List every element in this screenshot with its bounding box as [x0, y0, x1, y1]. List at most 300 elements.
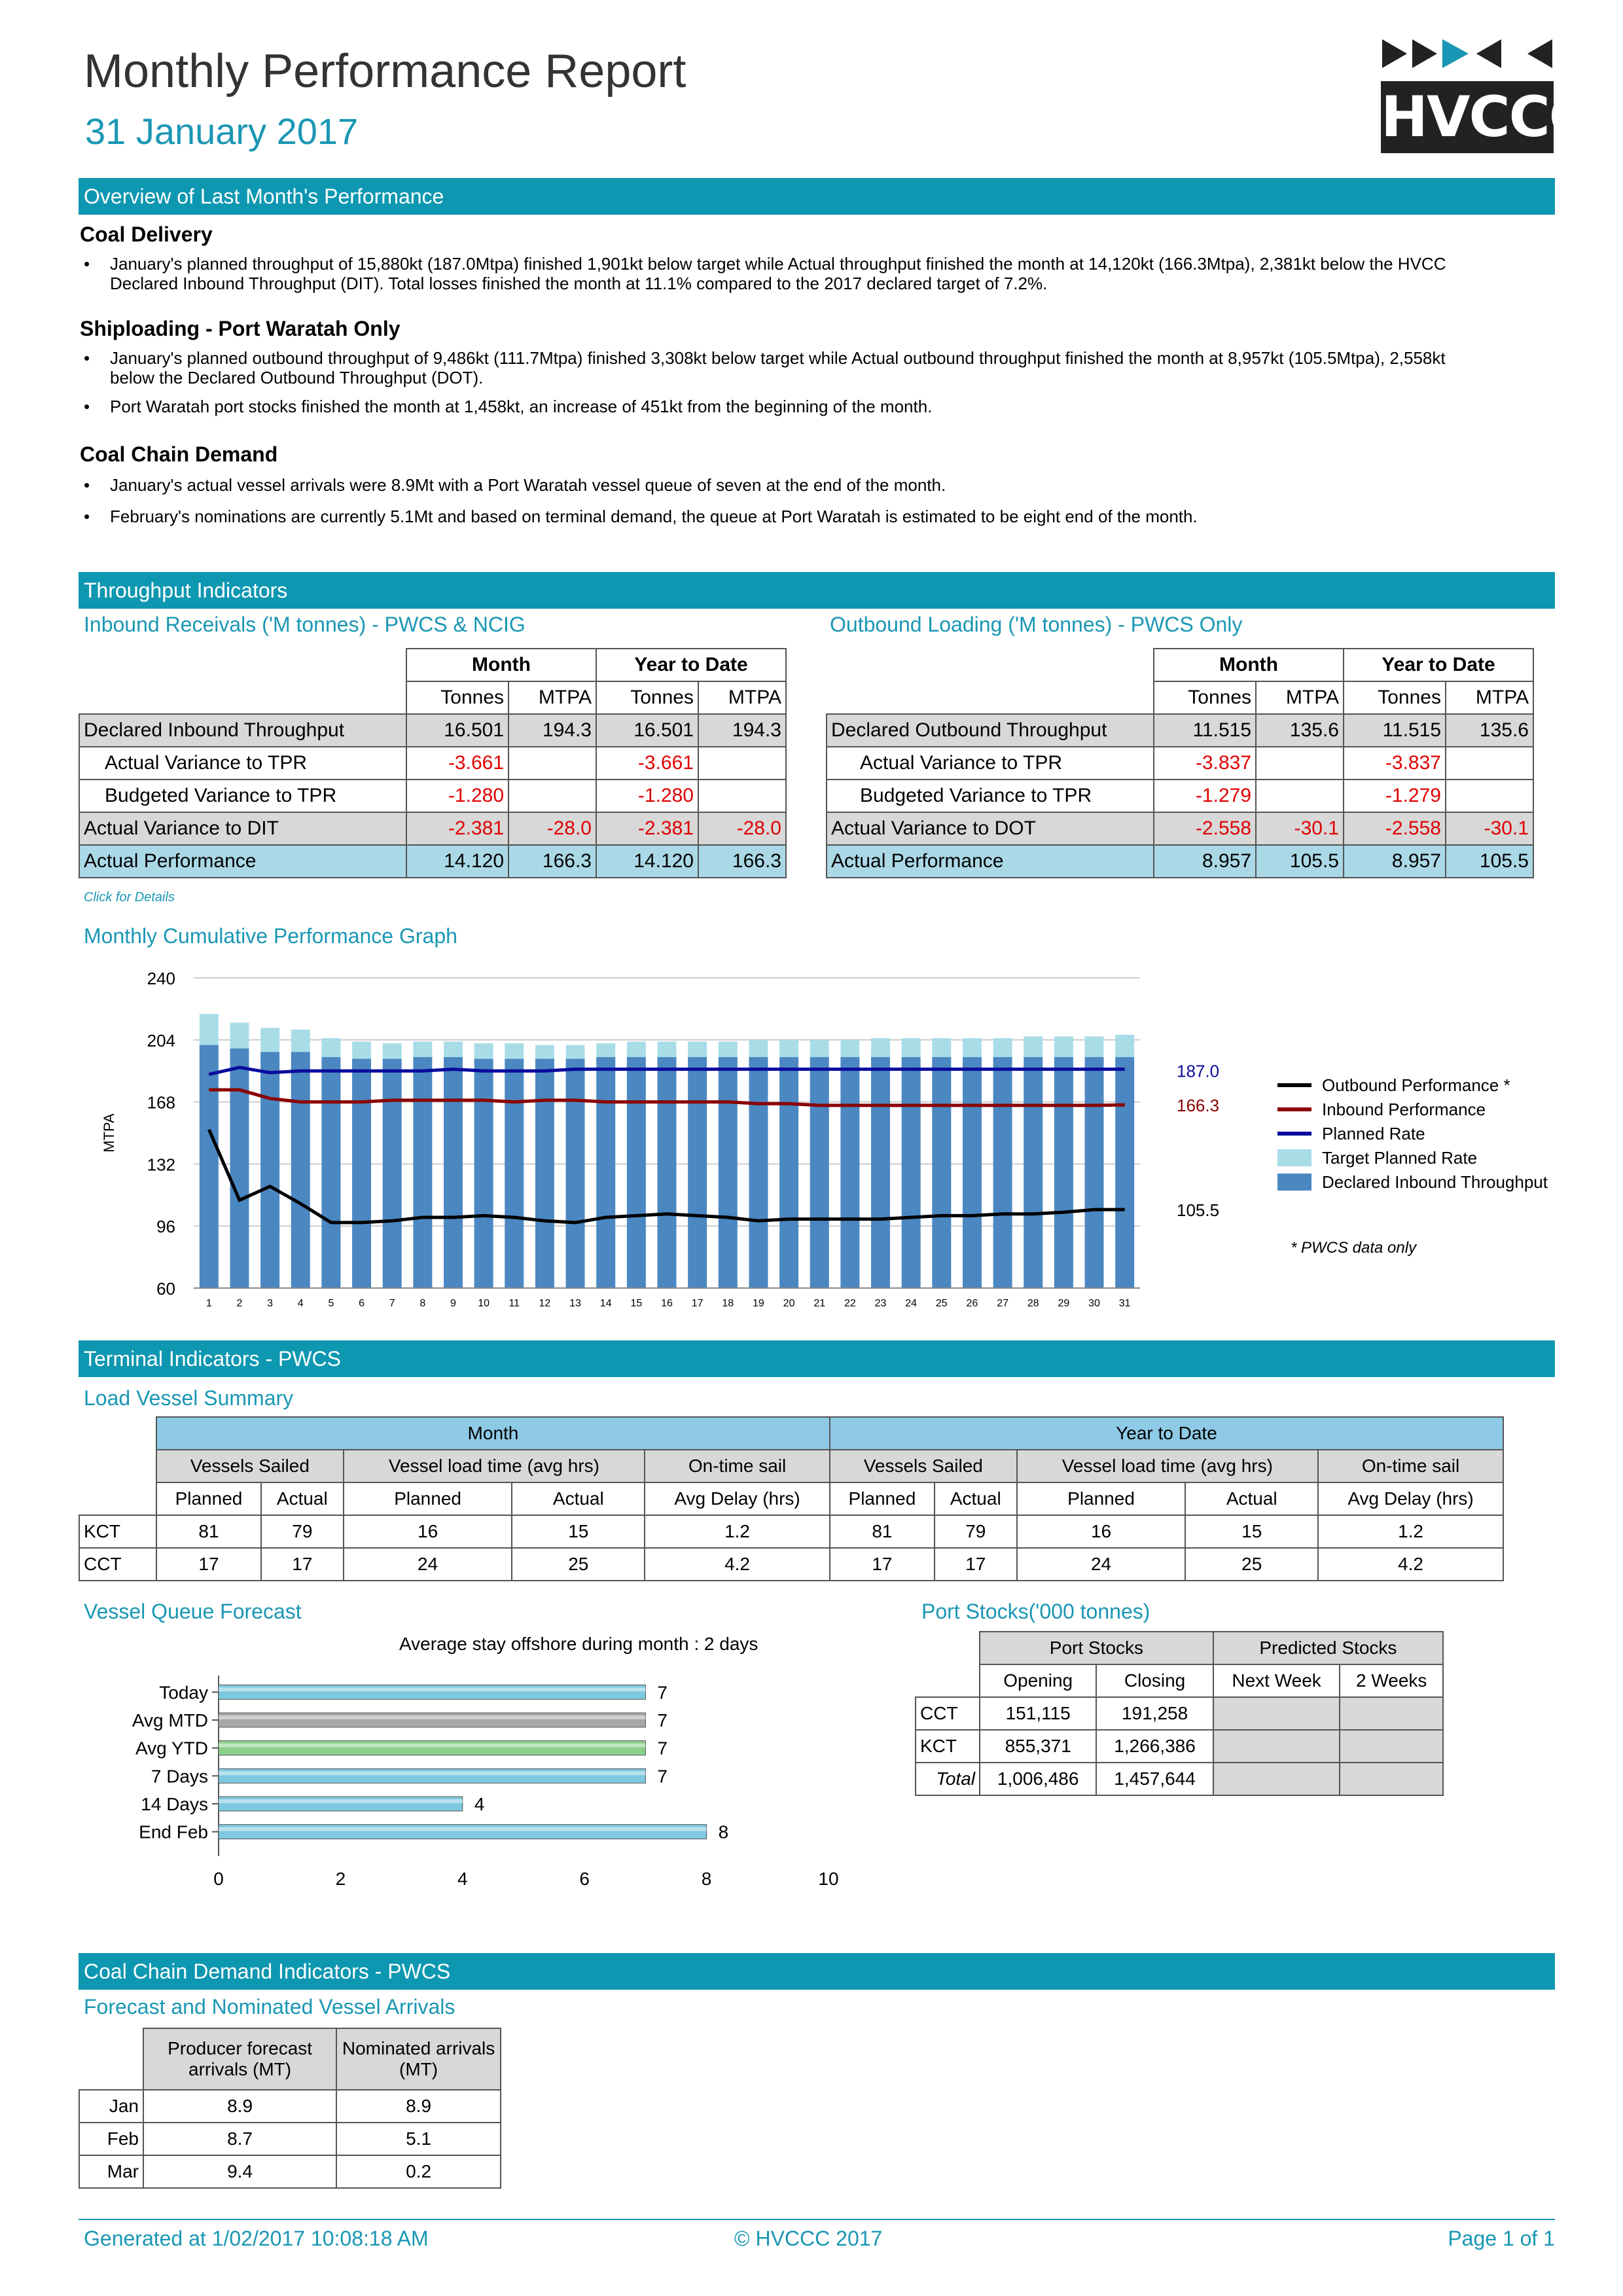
category-label: Avg MTD	[132, 1710, 208, 1731]
bar	[1085, 1057, 1104, 1288]
table-row	[827, 845, 1533, 878]
x-tick-label: 3	[267, 1298, 274, 1309]
cell: -3.661	[406, 747, 508, 780]
bar-highlight	[219, 1744, 645, 1748]
cell: 16.501	[406, 714, 508, 747]
col-actual: Actual	[935, 1482, 1017, 1515]
arrivals-title: Forecast and Nominated Vessel Arrivals	[84, 1995, 455, 2018]
bar	[219, 1797, 463, 1811]
x-tick-label: 23	[874, 1298, 887, 1309]
col-two-weeks: 2 Weeks	[1340, 1664, 1443, 1697]
x-tick-label: 16	[661, 1298, 673, 1309]
shiploading-bullet: • Port Waratah port stocks finished the month at 1,458kt, an increase of 451kt from the beginning of the month.	[110, 397, 1484, 416]
col-predicted: Predicted Stocks	[1213, 1632, 1443, 1664]
coal-delivery-title: Coal Delivery	[80, 223, 213, 246]
x-tick-label: 29	[1058, 1298, 1070, 1309]
y-tick-label: 132	[147, 1155, 175, 1175]
inbound-table	[79, 648, 787, 878]
cell: 14.120	[406, 845, 508, 878]
cell: -28.0	[698, 812, 786, 845]
row-label: Actual Variance to TPR	[827, 747, 1154, 780]
col-group-month: Month	[406, 649, 596, 681]
cell: -3.837	[1154, 747, 1256, 780]
cell: 79	[261, 1515, 344, 1548]
col-planned: Planned	[156, 1482, 261, 1515]
y-tick-label: 96	[156, 1217, 175, 1237]
x-tick-label: 25	[935, 1298, 948, 1309]
bar-value-label: 7	[657, 1682, 668, 1703]
row-label: Jan	[79, 2090, 143, 2123]
cell: 9.4	[143, 2155, 336, 2188]
demand-bullet: • January's actual vessel arrivals were 8.9Mt with a Port Waratah vessel queue of seven at the end of the month.	[110, 475, 1484, 495]
cell: -1.280	[406, 780, 508, 812]
cell: 79	[935, 1515, 1017, 1548]
cell: 24	[344, 1548, 512, 1581]
bar	[444, 1057, 463, 1288]
shiploading-bullet: • January's planned outbound throughput of 9,486kt (111.7Mtpa) finished 3,308kt below target while Actual outbound throughput finished the month at 8,957kt (105.5Mtpa), 2,558kt below the Declared Outbound Throughput (DOT).	[110, 348, 1484, 387]
bar	[810, 1057, 829, 1288]
cell: 1,457,644	[1096, 1763, 1213, 1795]
x-tick-label: 17	[691, 1298, 704, 1309]
end-value-label: 166.3	[1177, 1096, 1220, 1116]
col-actual: Actual	[512, 1482, 645, 1515]
x-tick-label: 24	[905, 1298, 918, 1309]
y-tick-label: 168	[147, 1092, 175, 1113]
row-label: CCT	[916, 1697, 980, 1730]
col-tonnes: Tonnes	[1154, 681, 1256, 714]
cell: 855,371	[980, 1730, 1096, 1763]
cell	[1213, 1763, 1340, 1795]
table-row	[79, 714, 786, 747]
cell: -30.1	[1256, 812, 1344, 845]
bar	[902, 1057, 921, 1288]
bar	[219, 1713, 645, 1727]
click-for-details-link[interactable]: Click for Details	[84, 890, 175, 905]
bar	[658, 1057, 677, 1288]
legend-label: Inbound Performance	[1322, 1100, 1486, 1119]
table-row	[827, 812, 1533, 845]
col-load-time: Vessel load time (avg hrs)	[1017, 1450, 1318, 1482]
col-ontime: On-time sail	[1318, 1450, 1503, 1482]
cell	[1213, 1697, 1340, 1730]
table-row	[827, 747, 1533, 780]
cell: 25	[512, 1548, 645, 1581]
table-row	[79, 2123, 501, 2155]
cell: 194.3	[508, 714, 596, 747]
table-row	[827, 714, 1533, 747]
cell: 25	[1185, 1548, 1318, 1581]
x-tick-label: 9	[450, 1298, 456, 1309]
col-mtpa: MTPA	[698, 681, 786, 714]
row-label: CCT	[79, 1548, 156, 1581]
row-label: Actual Performance	[827, 845, 1154, 878]
hvccc-logo	[1380, 33, 1589, 156]
bar-value-label: 7	[657, 1738, 668, 1759]
graph-title: Monthly Cumulative Performance Graph	[84, 924, 457, 948]
legend-label: Declared Inbound Throughput	[1322, 1172, 1548, 1192]
col-mtpa: MTPA	[1446, 681, 1533, 714]
outbound-title: Outbound Loading ('M tonnes) - PWCS Only	[830, 613, 1243, 636]
bar	[1024, 1057, 1043, 1288]
table-row	[916, 1730, 1443, 1763]
bar	[566, 1059, 585, 1288]
x-tick-label: 19	[753, 1298, 764, 1309]
cell: 15	[1185, 1515, 1318, 1548]
cell	[698, 780, 786, 812]
cell: -2.558	[1154, 812, 1256, 845]
cell: 194.3	[698, 714, 786, 747]
x-tick-label: 28	[1027, 1298, 1039, 1309]
bar	[627, 1057, 646, 1288]
category-label: 14 Days	[141, 1794, 208, 1814]
port-stocks-title: Port Stocks('000 tonnes)	[921, 1600, 1150, 1623]
bar	[291, 1052, 310, 1288]
shiploading-title: Shiploading - Port Waratah Only	[80, 317, 401, 340]
section-demand: Coal Chain Demand Indicators - PWCS	[79, 1953, 1555, 1990]
row-label: Actual Variance to DOT	[827, 812, 1154, 845]
x-tick-label: 6	[579, 1869, 590, 1889]
legend-swatch	[1277, 1174, 1311, 1191]
table-row	[79, 1548, 1503, 1581]
col-tonnes: Tonnes	[596, 681, 698, 714]
cell: -1.279	[1154, 780, 1256, 812]
row-label: Budgeted Variance to TPR	[827, 780, 1154, 812]
legend-label: Target Planned Rate	[1322, 1148, 1478, 1168]
bar	[200, 1045, 219, 1288]
cell: 24	[1017, 1548, 1186, 1581]
cell: 8.9	[143, 2090, 336, 2123]
bar	[1054, 1057, 1073, 1288]
x-tick-label: 0	[213, 1869, 224, 1889]
x-tick-label: 11	[508, 1298, 520, 1309]
col-producer-forecast: Producer forecast arrivals (MT)	[143, 2028, 336, 2090]
bar	[596, 1057, 615, 1288]
bar	[219, 1768, 645, 1783]
bar-highlight	[219, 1715, 645, 1719]
load-vessel-table	[79, 1416, 1504, 1581]
cell	[1256, 780, 1344, 812]
x-tick-label: 30	[1088, 1298, 1100, 1309]
bar	[219, 1741, 645, 1755]
bar	[321, 1057, 340, 1288]
bar	[352, 1059, 371, 1288]
cell	[1340, 1697, 1443, 1730]
end-value-label: 105.5	[1177, 1200, 1220, 1221]
outbound-table	[826, 648, 1534, 878]
category-label: Avg YTD	[135, 1738, 208, 1759]
cell: 8.9	[336, 2090, 501, 2123]
bar	[840, 1057, 859, 1288]
x-tick-label: 22	[844, 1298, 856, 1309]
cell: -2.558	[1344, 812, 1446, 845]
cell: -28.0	[508, 812, 596, 845]
cell: 11.515	[1154, 714, 1256, 747]
cell: -1.279	[1344, 780, 1446, 812]
x-tick-label: 4	[457, 1869, 468, 1889]
category-label: Today	[159, 1682, 208, 1703]
vessel-queue-chart	[79, 1662, 864, 1898]
cell: 11.515	[1344, 714, 1446, 747]
row-label: Declared Inbound Throughput	[79, 714, 406, 747]
col-avg-delay: Avg Delay (hrs)	[645, 1482, 830, 1515]
demand-title: Coal Chain Demand	[80, 442, 278, 466]
section-terminal: Terminal Indicators - PWCS	[79, 1340, 1555, 1377]
col-vessels-sailed: Vessels Sailed	[830, 1450, 1017, 1482]
legend-label: Planned Rate	[1322, 1124, 1425, 1143]
cell: 135.6	[1256, 714, 1344, 747]
performance-chart	[79, 962, 1548, 1322]
section-throughput: Throughput Indicators	[79, 572, 1555, 609]
vessel-queue-title: Vessel Queue Forecast	[84, 1600, 302, 1623]
col-group-month: Month	[156, 1417, 830, 1450]
col-group-month: Month	[1154, 649, 1344, 681]
bar	[963, 1057, 982, 1288]
cell: -3.837	[1344, 747, 1446, 780]
bar-highlight	[219, 1771, 645, 1775]
cell: 1.2	[1318, 1515, 1503, 1548]
y-tick-label: 60	[156, 1279, 175, 1299]
cell	[1446, 780, 1533, 812]
x-tick-label: 15	[630, 1298, 643, 1309]
cell	[508, 747, 596, 780]
cell: 0.2	[336, 2155, 501, 2188]
row-label: KCT	[79, 1515, 156, 1548]
bar-value-label: 7	[657, 1766, 668, 1787]
col-next-week: Next Week	[1213, 1664, 1340, 1697]
page-title: Monthly Performance Report	[84, 45, 687, 98]
cell	[1340, 1763, 1443, 1795]
x-tick-label: 14	[599, 1298, 612, 1309]
row-label: Declared Outbound Throughput	[827, 714, 1154, 747]
port-stocks-table	[915, 1631, 1444, 1796]
col-mtpa: MTPA	[1256, 681, 1344, 714]
bar	[413, 1057, 432, 1288]
x-tick-label: 7	[389, 1298, 395, 1309]
table-row	[79, 747, 786, 780]
row-label: Mar	[79, 2155, 143, 2188]
cell: 17	[156, 1548, 261, 1581]
cell	[1256, 747, 1344, 780]
cell: 1,006,486	[980, 1763, 1096, 1795]
cell: 191,258	[1096, 1697, 1213, 1730]
chart-note: * PWCS data only	[1291, 1239, 1417, 1257]
cell: 105.5	[1446, 845, 1533, 878]
bar	[219, 1825, 707, 1839]
x-tick-label: 6	[359, 1298, 365, 1309]
logo-text: HVCCC	[1381, 84, 1589, 150]
table-row	[79, 1515, 1503, 1548]
footer-rule	[79, 2219, 1555, 2220]
col-tonnes: Tonnes	[1344, 681, 1446, 714]
table-row	[79, 2090, 501, 2123]
cell: 151,115	[980, 1697, 1096, 1730]
x-tick-label: 2	[335, 1869, 346, 1889]
footer-page: Page 1 of 1	[1448, 2227, 1555, 2250]
cell	[1340, 1730, 1443, 1763]
bar	[260, 1052, 279, 1288]
bar-value-label: 4	[474, 1794, 485, 1814]
cell: 1,266,386	[1096, 1730, 1213, 1763]
bar	[1115, 1057, 1134, 1288]
x-tick-label: 31	[1118, 1298, 1131, 1309]
col-planned: Planned	[1017, 1482, 1186, 1515]
category-label: 7 Days	[151, 1766, 208, 1787]
bar	[383, 1059, 402, 1288]
col-ontime: On-time sail	[645, 1450, 830, 1482]
bar-value-label: 8	[718, 1821, 729, 1842]
bar	[749, 1057, 768, 1288]
col-tonnes: Tonnes	[406, 681, 508, 714]
row-label: Budgeted Variance to TPR	[79, 780, 406, 812]
col-closing: Closing	[1096, 1664, 1213, 1697]
bar-highlight	[219, 1687, 645, 1691]
cell: 14.120	[596, 845, 698, 878]
table-row	[79, 780, 786, 812]
col-nominated: Nominated arrivals (MT)	[336, 2028, 501, 2090]
x-tick-label: 8	[701, 1869, 712, 1889]
section-overview: Overview of Last Month's Performance	[79, 178, 1555, 215]
x-tick-label: 26	[966, 1298, 978, 1309]
demand-bullet: • February's nominations are currently 5.1Mt and based on terminal demand, the queue at Port Waratah is estimated to be eight end of the month.	[110, 507, 1484, 526]
cell: 17	[830, 1548, 935, 1581]
load-vessel-title: Load Vessel Summary	[84, 1386, 294, 1410]
cell: -2.381	[406, 812, 508, 845]
cell: 16.501	[596, 714, 698, 747]
col-mtpa: MTPA	[508, 681, 596, 714]
cell	[698, 747, 786, 780]
col-group-ytd: Year to Date	[596, 649, 786, 681]
category-label: End Feb	[139, 1821, 208, 1842]
row-label: Actual Variance to DIT	[79, 812, 406, 845]
row-label: KCT	[916, 1730, 980, 1763]
cell: 166.3	[698, 845, 786, 878]
cell: 15	[512, 1515, 645, 1548]
x-tick-label: 18	[722, 1298, 734, 1309]
vessel-queue-subtitle: Average stay offshore during month : 2 days	[399, 1634, 758, 1654]
legend-swatch	[1277, 1107, 1311, 1111]
cell: 81	[156, 1515, 261, 1548]
x-tick-label: 1	[205, 1298, 212, 1309]
col-planned: Planned	[344, 1482, 512, 1515]
bar	[932, 1057, 951, 1288]
bar	[688, 1057, 707, 1288]
cell	[508, 780, 596, 812]
x-tick-label: 20	[783, 1298, 795, 1309]
table-row	[916, 1697, 1443, 1730]
cell	[1446, 747, 1533, 780]
footer-generated: Generated at 1/02/2017 10:08:18 AM	[84, 2227, 429, 2250]
bar	[779, 1057, 798, 1288]
cell: 5.1	[336, 2123, 501, 2155]
col-actual: Actual	[1185, 1482, 1318, 1515]
y-tick-label: 240	[147, 969, 175, 988]
bar	[219, 1685, 645, 1699]
cell: 1.2	[645, 1515, 830, 1548]
bar	[993, 1057, 1012, 1288]
row-label: Feb	[79, 2123, 143, 2155]
bar-highlight	[219, 1799, 463, 1803]
col-vessels-sailed: Vessels Sailed	[156, 1450, 344, 1482]
cell: 4.2	[1318, 1548, 1503, 1581]
y-axis-label: MTPA	[101, 1113, 117, 1153]
legend-swatch	[1277, 1083, 1311, 1087]
col-port-stocks: Port Stocks	[980, 1632, 1213, 1664]
col-avg-delay: Avg Delay (hrs)	[1318, 1482, 1503, 1515]
inbound-title: Inbound Receivals ('M tonnes) - PWCS & NCIG	[84, 613, 526, 636]
col-group-ytd: Year to Date	[1344, 649, 1533, 681]
end-value-label: 187.0	[1177, 1061, 1220, 1081]
cell: 166.3	[508, 845, 596, 878]
cell: -3.661	[596, 747, 698, 780]
cell: 81	[830, 1515, 935, 1548]
legend-swatch	[1277, 1149, 1311, 1166]
coal-delivery-bullet: • January's planned throughput of 15,880kt (187.0Mtpa) finished 1,901kt below target while Actual throughput finished the month at 14,120kt (166.3Mtpa), 2,381kt below the HVCC Declared Inbound Throughput (DIT). Total losses finished the month at 11.1% compared to the 2017 declared target of 7.2%.	[110, 254, 1484, 293]
bar	[719, 1057, 738, 1288]
row-label: Actual Variance to TPR	[79, 747, 406, 780]
bar-highlight	[219, 1827, 707, 1831]
col-actual: Actual	[261, 1482, 344, 1515]
bar	[505, 1059, 524, 1288]
table-row	[916, 1763, 1443, 1795]
cell: 17	[935, 1548, 1017, 1581]
table-row	[79, 845, 786, 878]
cell: 105.5	[1256, 845, 1344, 878]
x-tick-label: 5	[328, 1298, 334, 1309]
legend-label: Outbound Performance *	[1322, 1075, 1510, 1095]
cell: 4.2	[645, 1548, 830, 1581]
bar	[871, 1057, 890, 1288]
x-tick-label: 21	[813, 1298, 826, 1309]
table-row	[79, 812, 786, 845]
x-tick-label: 10	[478, 1298, 490, 1309]
col-opening: Opening	[980, 1664, 1096, 1697]
row-label: Actual Performance	[79, 845, 406, 878]
bar	[230, 1049, 249, 1288]
footer-copyright: © HVCCC 2017	[734, 2227, 883, 2250]
x-tick-label: 8	[419, 1298, 426, 1309]
cell: 16	[344, 1515, 512, 1548]
x-tick-label: 2	[236, 1298, 243, 1309]
cell: -2.381	[596, 812, 698, 845]
x-tick-label: 27	[997, 1298, 1008, 1309]
col-planned: Planned	[830, 1482, 935, 1515]
x-tick-label: 13	[569, 1298, 581, 1309]
legend-swatch	[1277, 1132, 1311, 1136]
report-date: 31 January 2017	[85, 111, 359, 152]
cell: 8.7	[143, 2123, 336, 2155]
x-tick-label: 4	[297, 1298, 304, 1309]
x-tick-label: 10	[818, 1869, 839, 1889]
cell: 8.957	[1154, 845, 1256, 878]
col-group-ytd: Year to Date	[830, 1417, 1503, 1450]
cell	[1213, 1730, 1340, 1763]
cell: 135.6	[1446, 714, 1533, 747]
cell: 16	[1017, 1515, 1186, 1548]
bar-value-label: 7	[657, 1710, 668, 1731]
col-load-time: Vessel load time (avg hrs)	[344, 1450, 645, 1482]
y-tick-label: 204	[147, 1030, 175, 1050]
cell: 17	[261, 1548, 344, 1581]
table-row	[79, 2155, 501, 2188]
cell: 8.957	[1344, 845, 1446, 878]
arrivals-table	[79, 2028, 501, 2189]
bar	[535, 1059, 554, 1288]
cell: -1.280	[596, 780, 698, 812]
table-row	[827, 780, 1533, 812]
row-label: Total	[916, 1763, 980, 1795]
cell: -30.1	[1446, 812, 1533, 845]
x-tick-label: 12	[539, 1298, 551, 1309]
